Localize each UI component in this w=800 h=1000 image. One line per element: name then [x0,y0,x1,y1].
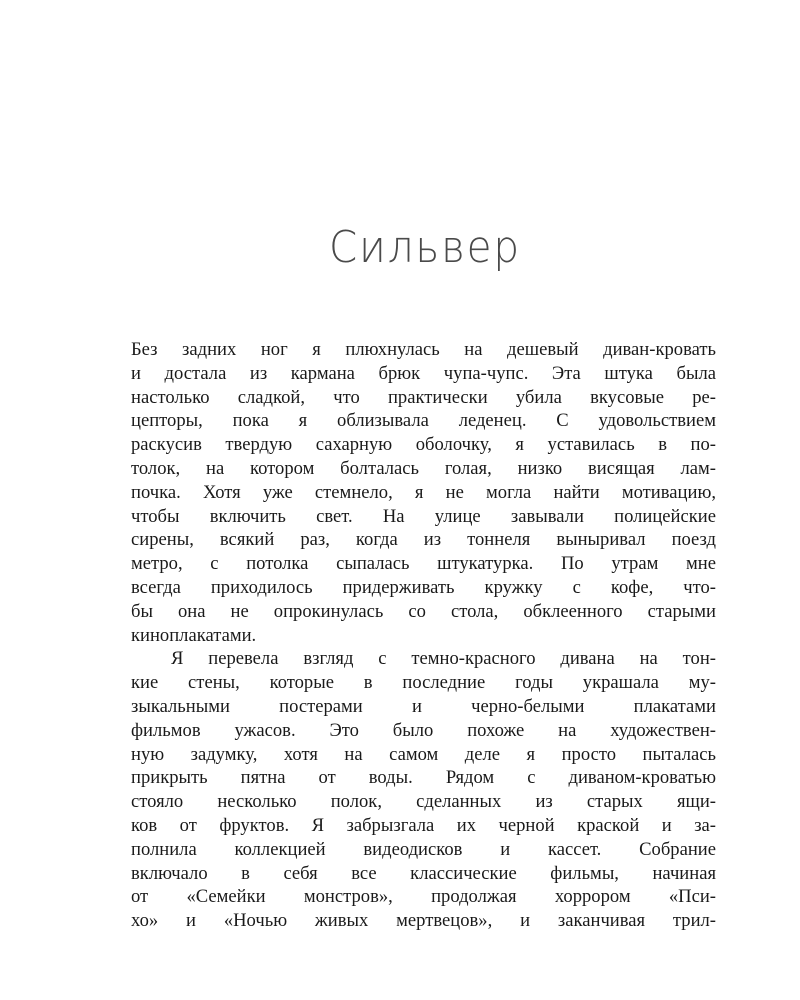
text-line: ков от фруктов. Я забрызгала их черной краской и за- [131,814,716,836]
text-line: хо» и «Ночью живых мертвецов», и заканчивая трил- [131,910,716,932]
text-line: чтобы включить свет. На улице завывали полицейские [131,505,716,527]
text-line: почка. Хотя уже стемнело, я не могла найти мотивацию, [131,481,716,503]
body-text [131,338,716,933]
text-line: прикрыть пятна от воды. Рядом с диваном-кроватью [131,767,716,789]
text-line: Без задних ног я плюхнулась на дешевый диван-кровать [131,339,716,360]
text-line: цепторы, пока я облизывала леденец. С удовольствием [131,410,716,432]
text-line: и достала из кармана брюк чупа-чупс. Эта штука была [131,362,716,384]
paragraph-1 [131,338,716,647]
text-line: бы она не опрокинулась со стола, обклеенного старыми [131,600,716,622]
text-line: сирены, всякий раз, когда из тоннеля выныривал поезд [131,529,716,551]
text-line: включало в себя все классические фильмы, начиная [131,862,716,884]
text-line: фильмов ужасов. Это было похоже на художествен- [131,719,716,741]
text-line: киноплакатами. [131,624,257,646]
text-line: Я перевела взгляд с темно-красного дивана на тон- [171,648,716,670]
text-line: раскусив твердую сахарную оболочку, я уставилась в по- [131,434,716,456]
text-line: толок, на котором болталась голая, низко висящая лам- [131,457,716,479]
text-line: кие стены, которые в последние годы украшала му- [131,672,716,694]
text-line: настолько сладкой, что практически убила вкусовые ре- [131,386,716,408]
text-line: метро, с потолка сыпалась штукатурка. По утрам мне [131,553,716,575]
text-line: зыкальными постерами и черно-белыми плакатами [131,695,716,717]
chapter-title: Сильвер [329,222,521,273]
text-line: ную задумку, хотя на самом деле я просто пыталась [131,743,716,765]
text-line: полнила коллекцией видеодисков и кассет. Собрание [131,838,716,860]
text-line: от «Семейки монстров», продолжая хоррором «Пси- [131,886,716,908]
paragraph-2 [131,647,716,933]
text-line: стояло несколько полок, сделанных из старых ящи- [131,791,716,813]
text-line: всегда приходилось придерживать кружку с кофе, что- [131,576,716,598]
